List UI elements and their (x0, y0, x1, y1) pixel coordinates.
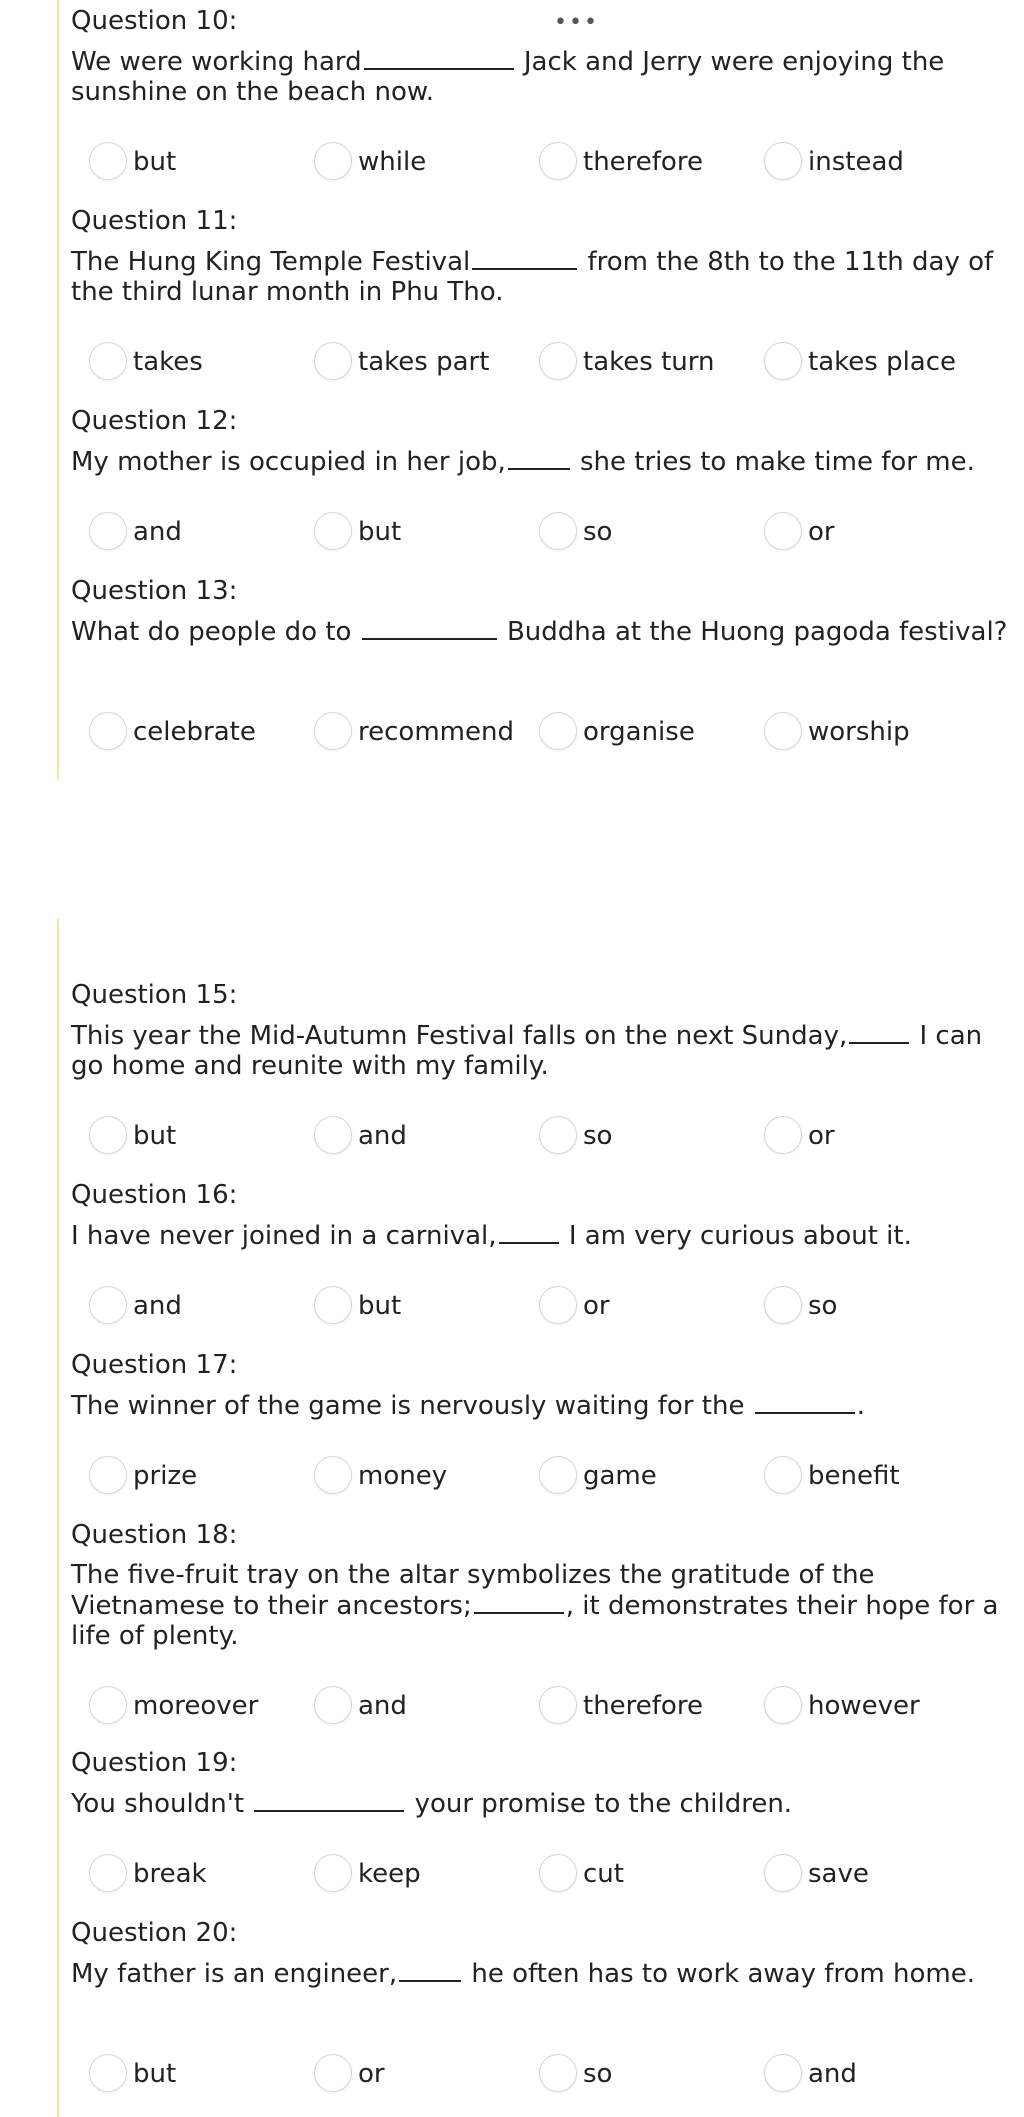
option-a[interactable] (89, 342, 314, 382)
option-b[interactable] (314, 1456, 539, 1496)
option-b[interactable] (314, 1116, 539, 1156)
question-text: We were working hard Jack and Jerry were enjoying the sunshine on the beach now. (71, 47, 945, 107)
option-label: while (358, 147, 427, 177)
answer-options (89, 342, 1019, 382)
radio-button[interactable] (764, 1286, 802, 1324)
option-label: worship (808, 717, 910, 747)
answer-blank (399, 1958, 461, 1982)
answer-options (89, 1456, 1019, 1496)
radio-button[interactable] (764, 2054, 802, 2092)
question-number: Question 20: (71, 1918, 238, 1948)
option-label: or (358, 2059, 385, 2089)
option-c[interactable] (539, 1286, 764, 1326)
question-text: The winner of the game is nervously waiting for the . (71, 1391, 865, 1421)
option-c[interactable] (539, 142, 764, 182)
option-b[interactable] (314, 512, 539, 552)
radio-button[interactable] (314, 1854, 352, 1892)
option-label: takes turn (583, 347, 715, 377)
answer-options (89, 712, 1019, 752)
option-label: but (133, 2059, 177, 2089)
option-d[interactable] (764, 512, 989, 552)
question-number: Question 11: (71, 206, 238, 236)
option-a[interactable] (89, 1686, 314, 1726)
option-d[interactable] (764, 1286, 989, 1326)
radio-button[interactable] (764, 342, 802, 380)
option-c[interactable] (539, 2054, 764, 2094)
option-label: but (358, 1291, 402, 1321)
radio-button[interactable] (539, 1286, 577, 1324)
radio-button[interactable] (89, 1686, 127, 1724)
option-label: however (808, 1691, 920, 1721)
option-label: break (133, 1859, 207, 1889)
answer-blank (508, 446, 570, 470)
answer-options (89, 1116, 1019, 1156)
radio-button[interactable] (314, 1116, 352, 1154)
radio-button[interactable] (314, 1686, 352, 1724)
option-label: recommend (358, 717, 514, 747)
radio-button[interactable] (89, 712, 127, 750)
question-number: Question 10: (71, 6, 238, 36)
option-b[interactable] (314, 1286, 539, 1326)
question-text: The five-fruit tray on the altar symbolizes the gratitude of the Vietnamese to their ancestors; , it demonstrates their hope for a life of plenty. (71, 1560, 999, 1651)
option-label: save (808, 1859, 869, 1889)
option-label: keep (358, 1859, 421, 1889)
radio-button[interactable] (314, 1456, 352, 1494)
option-label: so (583, 1121, 613, 1151)
option-b[interactable] (314, 2054, 539, 2094)
option-label: organise (583, 717, 695, 747)
radio-button[interactable] (314, 512, 352, 550)
radio-button[interactable] (89, 342, 127, 380)
answer-options (89, 1686, 1019, 1726)
option-a[interactable] (89, 1286, 314, 1326)
option-label: so (583, 517, 613, 547)
option-a[interactable] (89, 142, 314, 182)
radio-button[interactable] (89, 2054, 127, 2092)
radio-button[interactable] (89, 1116, 127, 1154)
question-number: Question 15: (71, 980, 238, 1010)
option-c[interactable] (539, 1456, 764, 1496)
radio-button[interactable] (314, 712, 352, 750)
option-label: but (358, 517, 402, 547)
quiz-card-bottom (57, 918, 1024, 2117)
radio-button[interactable] (89, 1854, 127, 1892)
answer-options (89, 512, 1019, 552)
radio-button[interactable] (539, 1456, 577, 1494)
radio-button[interactable] (764, 1116, 802, 1154)
radio-button[interactable] (539, 142, 577, 180)
option-label: prize (133, 1461, 198, 1491)
radio-button[interactable] (89, 1456, 127, 1494)
answer-blank (755, 1390, 855, 1414)
radio-button[interactable] (314, 342, 352, 380)
question-text: The Hung King Temple Festival from the 8th to the 11th day of the third lunar month in Phu Tho. (71, 247, 994, 307)
question-text: My mother is occupied in her job, she tries to make time for me. (71, 447, 975, 477)
radio-button[interactable] (314, 142, 352, 180)
radio-button[interactable] (764, 1456, 802, 1494)
answer-blank (364, 46, 514, 70)
question-text: What do people do to Buddha at the Huong pagoda festival? (71, 617, 1008, 647)
answer-blank (849, 1020, 909, 1044)
radio-button[interactable] (764, 1854, 802, 1892)
option-label: and (808, 2059, 857, 2089)
answer-options (89, 2054, 1019, 2094)
option-a[interactable] (89, 1854, 314, 1894)
radio-button[interactable] (764, 142, 802, 180)
question-text: My father is an engineer, he often has to work away from home. (71, 1959, 975, 1989)
radio-button[interactable] (764, 512, 802, 550)
option-c[interactable] (539, 342, 764, 382)
option-label: but (133, 147, 177, 177)
option-b[interactable] (314, 712, 539, 752)
option-a[interactable] (89, 1456, 314, 1496)
option-label: cut (583, 1859, 624, 1889)
option-label: money (358, 1461, 448, 1491)
option-d[interactable] (764, 2054, 989, 2094)
answer-options (89, 1286, 1019, 1326)
radio-button[interactable] (314, 2054, 352, 2092)
option-label: and (133, 1291, 182, 1321)
option-d[interactable] (764, 1456, 989, 1496)
option-d[interactable] (764, 1116, 989, 1156)
option-label: or (808, 517, 835, 547)
question-number: Question 12: (71, 406, 238, 436)
question-number: Question 17: (71, 1350, 238, 1380)
option-d[interactable] (764, 1854, 989, 1894)
option-b[interactable] (314, 1686, 539, 1726)
option-label: therefore (583, 147, 703, 177)
option-a[interactable] (89, 512, 314, 552)
radio-button[interactable] (539, 712, 577, 750)
option-label: benefit (808, 1461, 900, 1491)
option-label: or (583, 1291, 610, 1321)
option-label: moreover (133, 1691, 259, 1721)
option-label: and (358, 1691, 407, 1721)
radio-button[interactable] (89, 1286, 127, 1324)
option-b[interactable] (314, 1854, 539, 1894)
more-dots-icon[interactable]: ••• (554, 10, 599, 35)
answer-blank (254, 1788, 404, 1812)
answer-blank (362, 616, 497, 640)
question-text: This year the Mid-Autumn Festival falls on the next Sunday, I can go home and reunite with my family. (71, 1021, 983, 1081)
option-d[interactable] (764, 142, 989, 182)
radio-button[interactable] (89, 512, 127, 550)
question-text: You shouldn't your promise to the children. (71, 1789, 793, 1819)
option-label: so (808, 1291, 838, 1321)
quiz-card-top (57, 0, 1024, 780)
answer-options (89, 1854, 1019, 1894)
option-a[interactable] (89, 1116, 314, 1156)
answer-blank (472, 246, 577, 270)
option-label: and (133, 517, 182, 547)
option-b[interactable] (314, 142, 539, 182)
option-a[interactable] (89, 2054, 314, 2094)
option-d[interactable] (764, 712, 989, 752)
option-label: takes (133, 347, 203, 377)
option-label: game (583, 1461, 657, 1491)
option-c[interactable] (539, 1686, 764, 1726)
option-c[interactable] (539, 712, 764, 752)
option-label: takes place (808, 347, 957, 377)
radio-button[interactable] (539, 1854, 577, 1892)
option-label: therefore (583, 1691, 703, 1721)
option-label: instead (808, 147, 904, 177)
radio-button[interactable] (764, 1686, 802, 1724)
option-label: but (133, 1121, 177, 1151)
radio-button[interactable] (539, 1116, 577, 1154)
question-text: I have never joined in a carnival, I am very curious about it. (71, 1221, 912, 1251)
radio-button[interactable] (89, 142, 127, 180)
radio-button[interactable] (539, 342, 577, 380)
question-number: Question 19: (71, 1748, 238, 1778)
option-label: and (358, 1121, 407, 1151)
answer-blank (474, 1590, 564, 1614)
option-d[interactable] (764, 1686, 989, 1726)
option-label: so (583, 2059, 613, 2089)
option-a[interactable] (89, 712, 314, 752)
radio-button[interactable] (764, 712, 802, 750)
question-number: Question 13: (71, 576, 238, 606)
option-label: or (808, 1121, 835, 1151)
radio-button[interactable] (539, 2054, 577, 2092)
option-label: celebrate (133, 717, 256, 747)
option-d[interactable] (764, 342, 989, 382)
option-b[interactable] (314, 342, 539, 382)
radio-button[interactable] (314, 1286, 352, 1324)
radio-button[interactable] (539, 1686, 577, 1724)
answer-options (89, 142, 1019, 182)
answer-blank (499, 1220, 559, 1244)
option-c[interactable] (539, 512, 764, 552)
option-c[interactable] (539, 1116, 764, 1156)
question-number: Question 16: (71, 1180, 238, 1210)
question-number: Question 18: (71, 1520, 238, 1550)
option-label: takes part (358, 347, 490, 377)
radio-button[interactable] (539, 512, 577, 550)
option-c[interactable] (539, 1854, 764, 1894)
